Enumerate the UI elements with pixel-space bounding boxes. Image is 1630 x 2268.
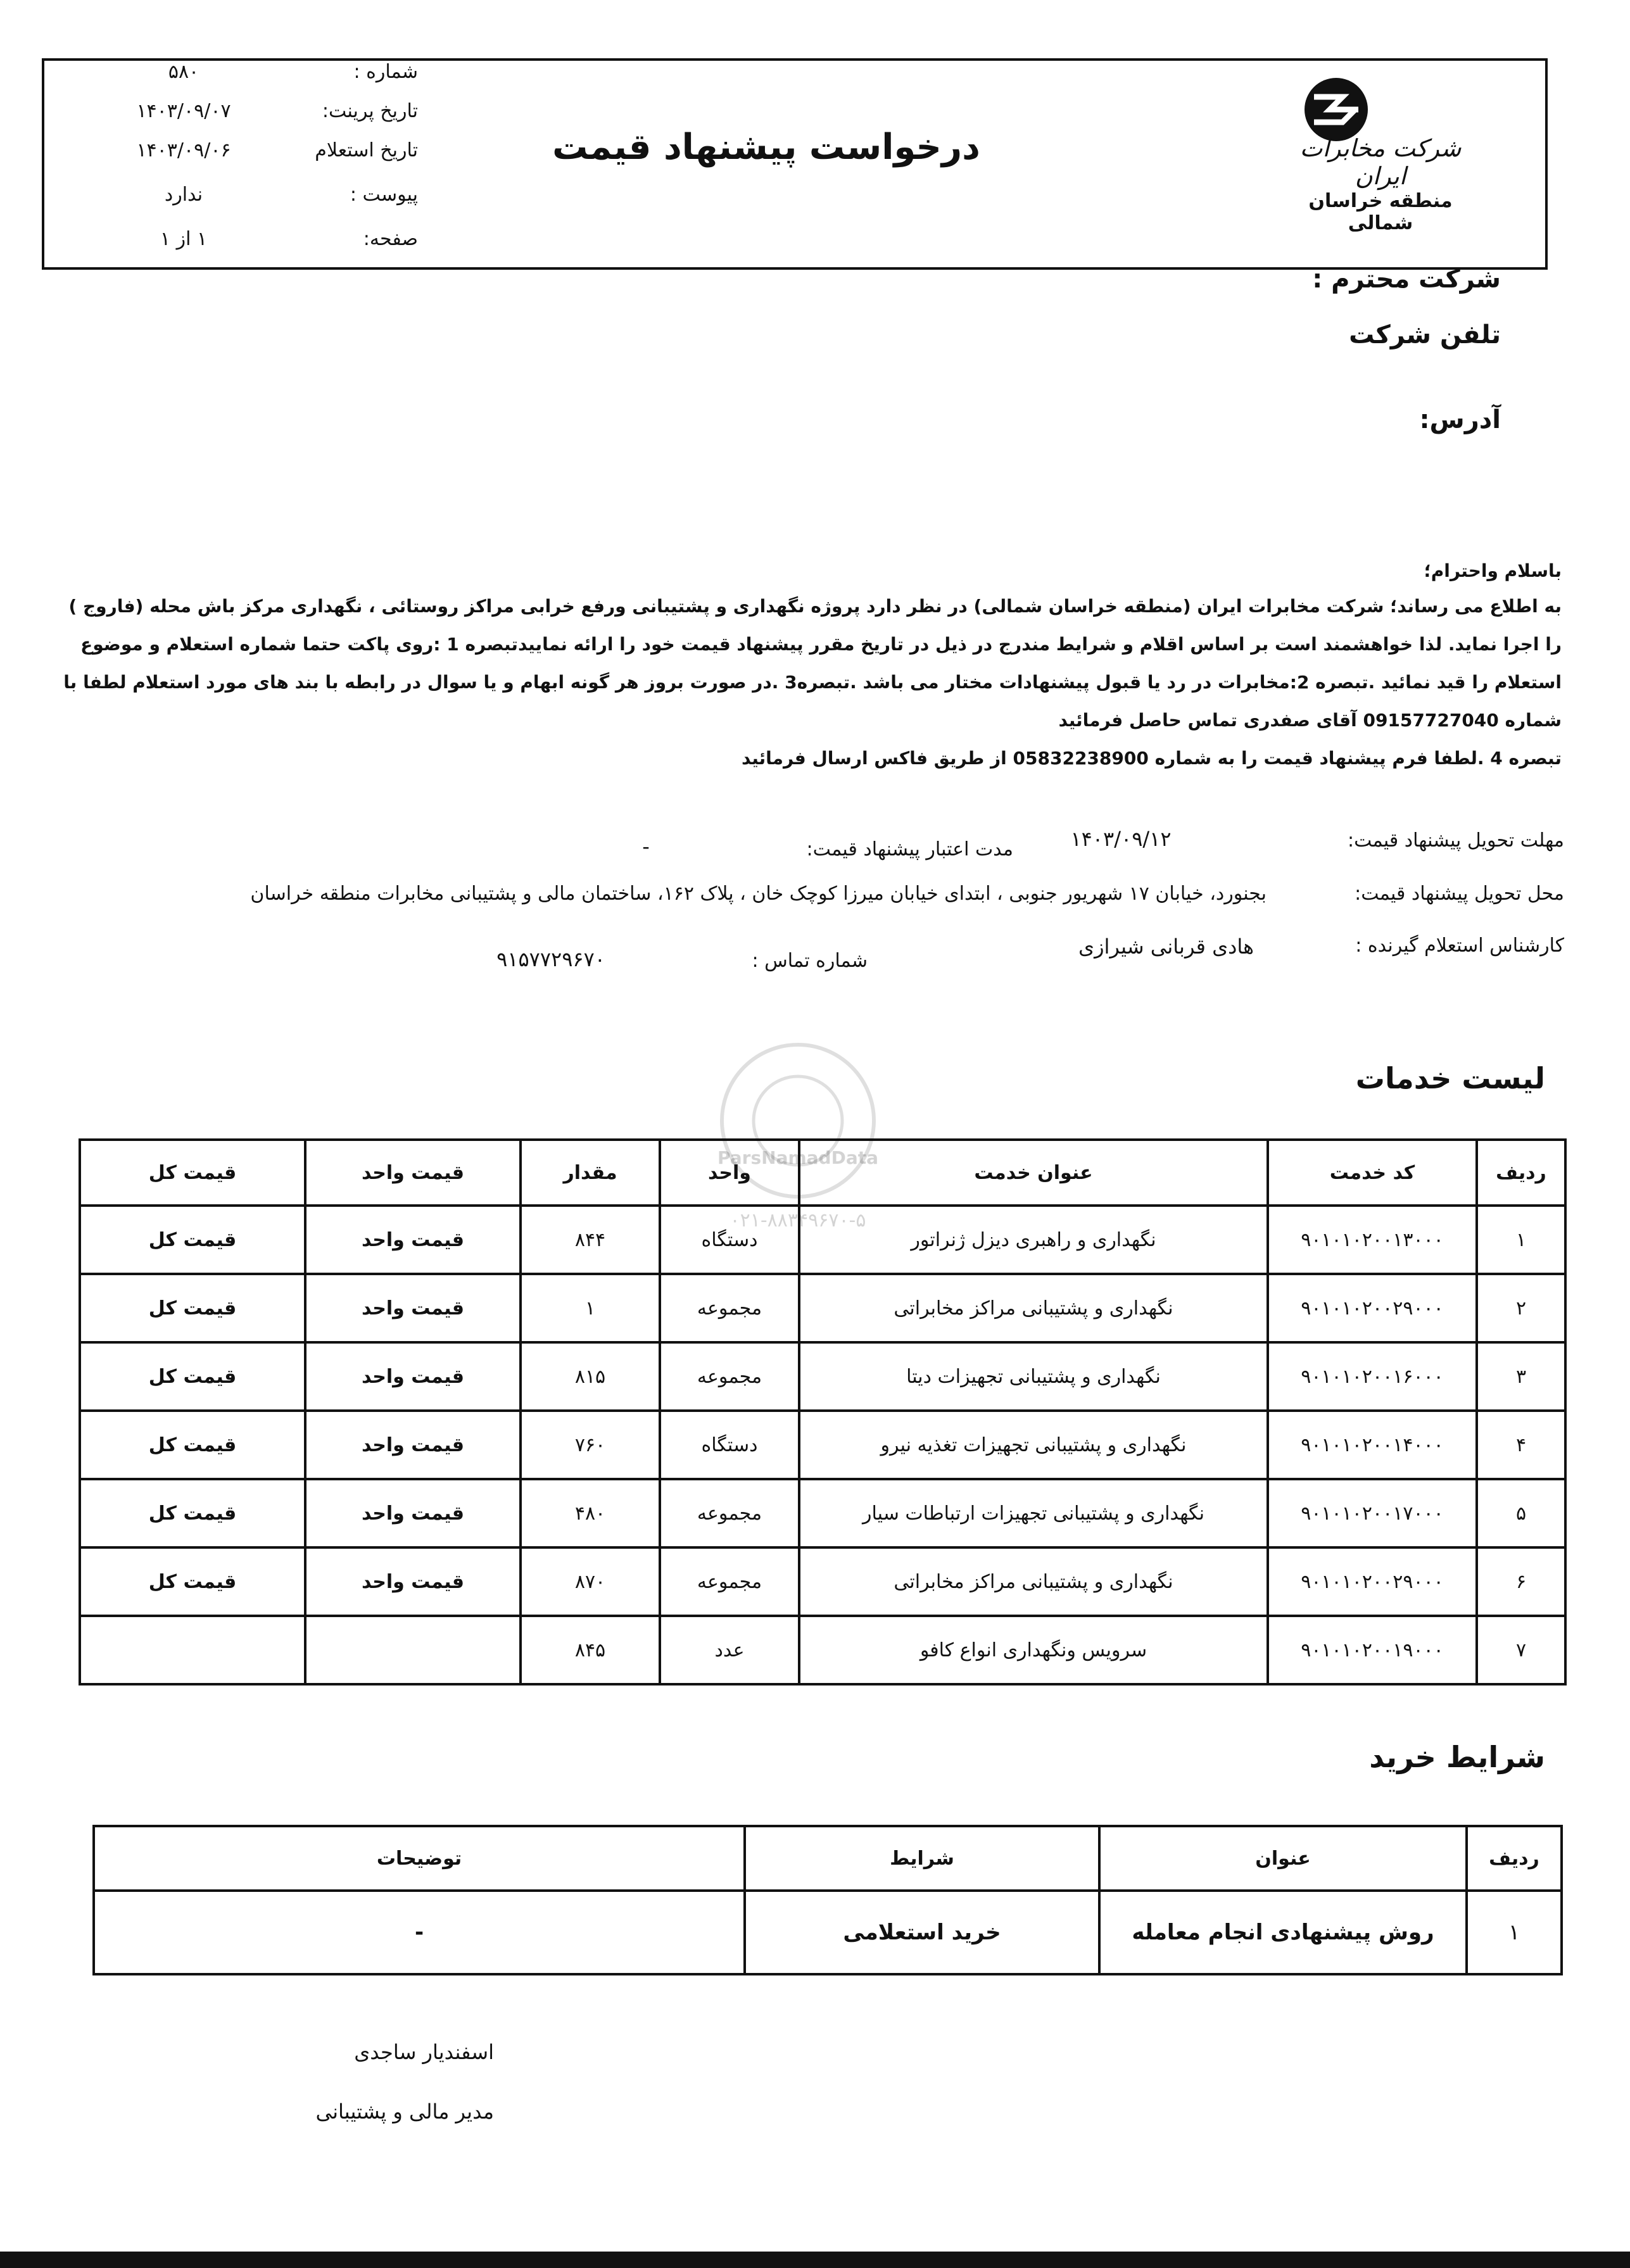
cell-quantity: ۷۶۰ xyxy=(521,1411,660,1479)
cell-total-price[interactable]: قیمت کل xyxy=(80,1342,305,1411)
services-section-title: لیست خدمات xyxy=(1355,1061,1545,1095)
cell-unit: دستگاه xyxy=(660,1411,799,1479)
cell-service-code: ۹۰۱۰۱۰۲۰۰۱۳۰۰۰ xyxy=(1268,1206,1477,1274)
table-row xyxy=(94,1891,1562,1974)
signatory-role: مدیر مالی و پشتیبانی xyxy=(315,2100,494,2124)
expert-label: کارشناس استعلام گیرنده : xyxy=(1355,935,1564,957)
location-label: محل تحویل پیشنهاد قیمت: xyxy=(1355,883,1564,905)
table-row xyxy=(80,1547,1565,1616)
cell-unit-price[interactable]: قیمت واحد xyxy=(305,1342,521,1411)
cell-quantity: ۸۷۰ xyxy=(521,1547,660,1616)
terms-header-row xyxy=(94,1826,1562,1891)
terms-cell-condition: خرید استعلامی xyxy=(745,1891,1099,1974)
table-row xyxy=(80,1342,1565,1411)
cell-quantity: ۸۴۵ xyxy=(521,1616,660,1684)
cell-unit-price[interactable]: قیمت واحد xyxy=(305,1206,521,1274)
cell-row-number: ۶ xyxy=(1477,1547,1565,1616)
cell-unit-price[interactable] xyxy=(305,1616,521,1684)
region-name: منطقه خراسان شمالی xyxy=(1308,190,1453,234)
header-row-number: ردیف xyxy=(1477,1140,1565,1206)
meta-label-attachment: پیوست : xyxy=(350,184,418,206)
cell-quantity: ۴۸۰ xyxy=(521,1479,660,1547)
contact-value: ۹۱۵۷۷۲۹۶۷۰ xyxy=(496,947,605,971)
terms-header-row-number: ردیف xyxy=(1467,1826,1562,1891)
meta-label-inquiry-date: تاریخ استعلام xyxy=(315,139,418,161)
cell-service-name: نگهداری و راهبری دیزل ژنراتور xyxy=(799,1206,1268,1274)
cell-service-code: ۹۰۱۰۱۰۲۰۰۱۶۰۰۰ xyxy=(1268,1342,1477,1411)
header-unit-price: قیمت واحد xyxy=(305,1140,521,1206)
header-service-name: عنوان خدمت xyxy=(799,1140,1268,1206)
header-quantity: مقدار xyxy=(521,1140,660,1206)
addressee-address: آدرس: xyxy=(1419,405,1501,434)
cell-quantity: ۱ xyxy=(521,1274,660,1342)
letter-line-5: تبصره 4 .لطفا فرم پیشنهاد قیمت را به شماره 05832238900 از طریق فاکس ارسال فرمائید xyxy=(742,748,1562,769)
watermark-brand: ParsNamadData xyxy=(717,1147,878,1168)
org-name: شرکت مخابرات ایران xyxy=(1299,134,1462,190)
cell-service-name: نگهداری و پشتیبانی تجهیزات ارتباطات سیار xyxy=(799,1479,1268,1547)
addressee-company: شرکت محترم : xyxy=(1312,265,1501,294)
table-row xyxy=(80,1206,1565,1274)
cell-total-price[interactable]: قیمت کل xyxy=(80,1274,305,1342)
deadline-label: مهلت تحویل پیشنهاد قیمت: xyxy=(1347,829,1564,852)
validity-label: مدت اعتبار پیشنهاد قیمت: xyxy=(806,838,1013,860)
terms-cell-row-number: ۱ xyxy=(1467,1891,1562,1974)
cell-unit: مجموعه xyxy=(660,1547,799,1616)
contact-label: شماره تماس : xyxy=(752,950,868,972)
cell-service-name: نگهداری و پشتیبانی تجهیزات دیتا xyxy=(799,1342,1268,1411)
meta-value-page: ۱ از ۱ xyxy=(160,228,208,250)
terms-section-title: شرایط خرید xyxy=(1369,1740,1545,1774)
cell-row-number: ۱ xyxy=(1477,1206,1565,1274)
cell-service-code: ۹۰۱۰۱۰۲۰۰۱۹۰۰۰ xyxy=(1268,1616,1477,1684)
cell-service-name: سرویس ونگهداری انواع کافو xyxy=(799,1616,1268,1684)
meta-value-attachment: ندارد xyxy=(164,184,203,206)
terms-header-notes: توضیحات xyxy=(94,1826,745,1891)
cell-unit-price[interactable]: قیمت واحد xyxy=(305,1411,521,1479)
terms-table xyxy=(92,1825,1563,1975)
table-row xyxy=(80,1479,1565,1547)
letter-line-1: به اطلاع می رساند؛ شرکت مخابرات ایران (منطقه خراسان شمالی) در نظر دارد پروژه نگهداری و پشتیبانی ورفع خرابی مراکز روستائی ، نگهداری مرکز باش محله (فاروج ) xyxy=(68,596,1562,617)
cell-service-name: نگهداری و پشتیبانی مراکز مخابراتی xyxy=(799,1547,1268,1616)
cell-unit-price[interactable]: قیمت واحد xyxy=(305,1479,521,1547)
table-row xyxy=(80,1274,1565,1342)
cell-total-price[interactable]: قیمت کل xyxy=(80,1206,305,1274)
cell-unit: مجموعه xyxy=(660,1342,799,1411)
services-table xyxy=(79,1138,1567,1685)
cell-unit-price[interactable]: قیمت واحد xyxy=(305,1547,521,1616)
meta-label-page: صفحه: xyxy=(363,228,418,250)
scan-edge-bar xyxy=(0,2252,1630,2268)
signatory-name: اسفندیار ساجدی xyxy=(354,2040,494,2064)
cell-total-price[interactable]: قیمت کل xyxy=(80,1547,305,1616)
deadline-value: ۱۴۰۳/۰۹/۱۲ xyxy=(1070,827,1172,851)
table-row xyxy=(80,1411,1565,1479)
meta-value-print-date: ۱۴۰۳/۰۹/۰۷ xyxy=(136,100,231,122)
cell-row-number: ۲ xyxy=(1477,1274,1565,1342)
meta-label-print-date: تاریخ پرینت: xyxy=(322,100,418,122)
cell-row-number: ۳ xyxy=(1477,1342,1565,1411)
validity-value: - xyxy=(642,835,650,859)
document-title: درخواست پیشنهاد قیمت xyxy=(552,127,980,168)
cell-service-code: ۹۰۱۰۱۰۲۰۰۲۹۰۰۰ xyxy=(1268,1547,1477,1616)
meta-value-inquiry-date: ۱۴۰۳/۰۹/۰۶ xyxy=(136,139,231,161)
cell-row-number: ۷ xyxy=(1477,1616,1565,1684)
terms-cell-notes: - xyxy=(94,1891,745,1974)
cell-unit: دستگاه xyxy=(660,1206,799,1274)
terms-cell-subject: روش پیشنهادی انجام معامله xyxy=(1099,1891,1467,1974)
cell-service-name: نگهداری و پشتیبانی مراکز مخابراتی xyxy=(799,1274,1268,1342)
cell-quantity: ۸۱۵ xyxy=(521,1342,660,1411)
header-service-code: کد خدمت xyxy=(1268,1140,1477,1206)
letter-greeting: باسلام واحترام؛ xyxy=(1424,560,1562,581)
cell-row-number: ۴ xyxy=(1477,1411,1565,1479)
cell-unit-price[interactable]: قیمت واحد xyxy=(305,1274,521,1342)
cell-total-price[interactable]: قیمت کل xyxy=(80,1411,305,1479)
letter-line-3: استعلام را قید نمائید .تبصره 2:مخابرات در رد یا قبول پیشنهادات مختار می باشد .تبصره3 .در صورت بروز هر گونه ابهام و یا سوال در رابطه با بند های مورد استعلام لطفا با xyxy=(63,672,1562,693)
meta-value-number: ۵۸۰ xyxy=(168,61,199,83)
addressee-phone: تلفن شرکت xyxy=(1349,320,1501,350)
letter-line-4: شماره 09157727040 آقای صفدری تماس حاصل فرمائید xyxy=(1058,710,1562,731)
cell-service-code: ۹۰۱۰۱۰۲۰۰۱۷۰۰۰ xyxy=(1268,1479,1477,1547)
table-row xyxy=(80,1616,1565,1684)
cell-service-code: ۹۰۱۰۱۰۲۰۰۲۹۰۰۰ xyxy=(1268,1274,1477,1342)
cell-unit: مجموعه xyxy=(660,1479,799,1547)
cell-row-number: ۵ xyxy=(1477,1479,1565,1547)
cell-service-name: نگهداری و پشتیبانی تجهیزات تغذیه نیرو xyxy=(799,1411,1268,1479)
terms-header-condition: شرایط xyxy=(745,1826,1099,1891)
cell-total-price[interactable]: قیمت کل xyxy=(80,1479,305,1547)
cell-quantity: ۸۴۴ xyxy=(521,1206,660,1274)
watermark-phone: ۰۲۱-۸۸۳۴۹۶۷۰-۵ xyxy=(730,1209,866,1232)
terms-header-subject: عنوان xyxy=(1099,1826,1467,1891)
location-value: بجنورد، خیابان ۱۷ شهریور جنوبی ، ابتدای خیابان میرزا کوچک خان ، پلاک ۱۶۲، ساختمان مالی و پشتیبانی مخابرات منطقه خراسان xyxy=(250,883,1267,905)
services-header-row xyxy=(80,1140,1565,1206)
header-unit: واحد xyxy=(660,1140,799,1206)
cell-unit: عدد xyxy=(660,1616,799,1684)
meta-label-number: شماره : xyxy=(353,61,418,83)
cell-service-code: ۹۰۱۰۱۰۲۰۰۱۴۰۰۰ xyxy=(1268,1411,1477,1479)
expert-value: هادی قربانی شیرازی xyxy=(1078,935,1254,959)
cell-unit: مجموعه xyxy=(660,1274,799,1342)
letter-line-2: را اجرا نماید. لذا خواهشمند است بر اساس اقلام و شرایط مندرج در ذیل در تاریخ مقرر پیشنهاد قیمت خود را ارائه نماییدتبصره 1 :روی پاکت حتما شماره استعلام و موضوع xyxy=(80,634,1562,655)
cell-total-price[interactable] xyxy=(80,1616,305,1684)
header-total-price: قیمت کل xyxy=(80,1140,305,1206)
